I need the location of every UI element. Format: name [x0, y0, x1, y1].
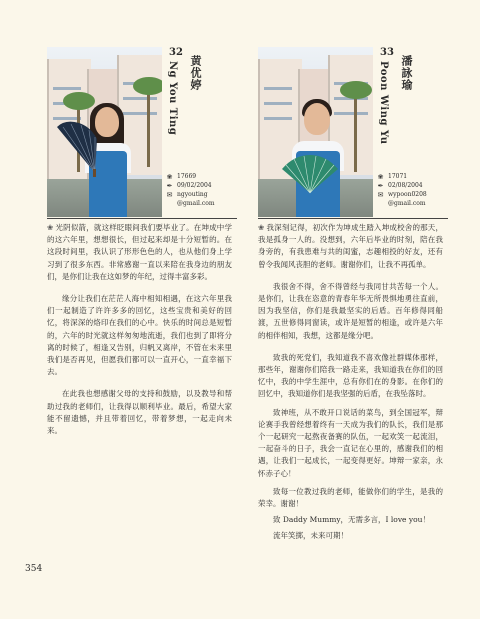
message-column-1 [47, 222, 232, 447]
student-english-name: Ng You Ting [167, 61, 178, 136]
student-birthday: 09/02/2004 [177, 182, 212, 189]
message-paragraph: 在此我也想感谢父母的支持和鼓励，以及教导和帮助过我的老师们，让我得以顺利毕业。最后，希望大家能不留遗憾，并且带着回忆，带着梦想，一起走向未来。 [47, 389, 232, 436]
flower-icon: ❀ [377, 173, 384, 181]
pen-icon: ✒ [377, 182, 384, 190]
student-email-user: ngyouting [177, 191, 208, 198]
info-row-email [165, 191, 245, 199]
student-chinese-name: 潘詠瑜 [400, 55, 413, 91]
student-chinese-name: 黄优婷 [189, 55, 202, 91]
mail-icon: ✉ [377, 191, 384, 199]
flower-icon: ❀ [166, 173, 173, 181]
message-paragraph: 致每一位教过我的老师，能做你们的学生，是我的荣幸。谢谢！ [258, 486, 443, 509]
message-paragraph: ❀ 光阴似箭，就这样眨眼间我们要毕业了。在坤成中学的这六年里，想想很长，但过起来却是十分短暂的。在这段时间里，我认识了形形色色的人，也从他们身上学习到了很多东西。非常感谢一直以来陪在我身边的朋友们，是你们让我在这如梦的年纪，过得丰富多彩。 [47, 223, 232, 281]
page-number: 354 [25, 564, 43, 574]
student-birthday: 02/08/2004 [388, 182, 423, 189]
message-paragraph: 我很舍不得，舍不得曾经与我同甘共苦每一个人。是你们，让我在恣意的青春年华无所畏惧地勇往直前，因为我坚信，你们是我最坚实的后盾。百年修得同船渡，五世修得同窗读，或许是短暂的相逢，或许是六年的相伴相知，我想，这都是缘分吧。 [258, 281, 443, 340]
student-photo-1 [47, 47, 162, 217]
message-paragraph: 流年笑掷，未来可期！ [273, 531, 348, 541]
student-profile-1 [47, 47, 237, 217]
student-name-block-1 [165, 47, 235, 167]
student-number: 32 [169, 47, 183, 58]
info-row-email-domain [376, 200, 456, 208]
student-email-domain: @gmail.com [388, 200, 426, 207]
student-info-2 [376, 173, 456, 209]
info-row-id [165, 173, 245, 181]
divider-line-2 [258, 218, 448, 219]
student-id: 17071 [388, 173, 408, 180]
info-row-birthday [165, 182, 245, 190]
hand-fan-icon [280, 155, 340, 195]
student-id: 17669 [177, 173, 197, 180]
flower-icon: ❀ [47, 223, 54, 232]
message-paragraph: ❀ 我深刻记得，初次作为坤成生踏入坤成校舍的那天，我是孤身一人的。没想到，六年后毕业的时刻，陪在我身旁的，有我患难与共的闺蜜，志趣相投的好友，还有曾令我闻风丧胆的老师。谢谢你们，让我不再孤单。 [258, 223, 443, 269]
message-paragraph: 缘分让我们在茫茫人海中相知相遇，在这六年里我们一起制造了许许多多的回忆，这些宝贵和美好的回忆，将深深的烙印在我们的心中。快乐的时间总是短暂的，六年的时光就这样匆匆地流逝，我们也到了即将分离的时候了，相逢又告别，归帆又离岸，不管在未来里我们是否再见，但愿我们都可以一直开心，一直幸福下去。 [47, 294, 232, 377]
student-name-block-2 [376, 47, 446, 167]
message-paragraph: 致神班，从不敢开口说话的菜鸟，到全国冠军，辩论赛手我曾经想着终有一天成为我们的队长，我们是那个一起研究一起熬夜备赛的队伍，一起欢笑一起流泪，一起奋斗的日子，我会一直记在心里的，感谢我们的相遇，让我们一起成长，一起变得更好。坤辩一家亲，永怀赤子心！ [258, 407, 443, 478]
info-row-id [376, 173, 456, 181]
student-email-domain: @gmail.com [177, 200, 215, 207]
info-row-birthday [376, 182, 456, 190]
info-row-email-domain [165, 200, 245, 208]
student-english-name: Poon Wing Yu [378, 61, 389, 145]
divider-line-1 [47, 218, 237, 219]
pen-icon: ✒ [166, 182, 173, 190]
student-photo-2 [258, 47, 373, 217]
message-paragraph: 致 Daddy Mummy，无需多言，I love you！ [273, 515, 430, 525]
flower-icon: ❀ [258, 223, 265, 232]
message-paragraph: 致我的死党们，我知道我不喜欢像社群媒体那样，那些年，谢谢你们陪我一路走来，我知道我在你们的回忆中，我的中学生涯中，总有你们在的身影。在你们的回忆中，我知道你们是我坚强的后盾，在我坠落时。 [258, 352, 443, 399]
mail-icon: ✉ [166, 191, 173, 199]
student-profile-2 [258, 47, 448, 217]
student-number: 33 [380, 47, 394, 58]
student-email-user: wypoon0208 [388, 191, 427, 198]
student-info-1 [165, 173, 245, 209]
message-column-2 [258, 222, 443, 553]
hand-fan-icon [55, 121, 99, 177]
info-row-email [376, 191, 456, 199]
